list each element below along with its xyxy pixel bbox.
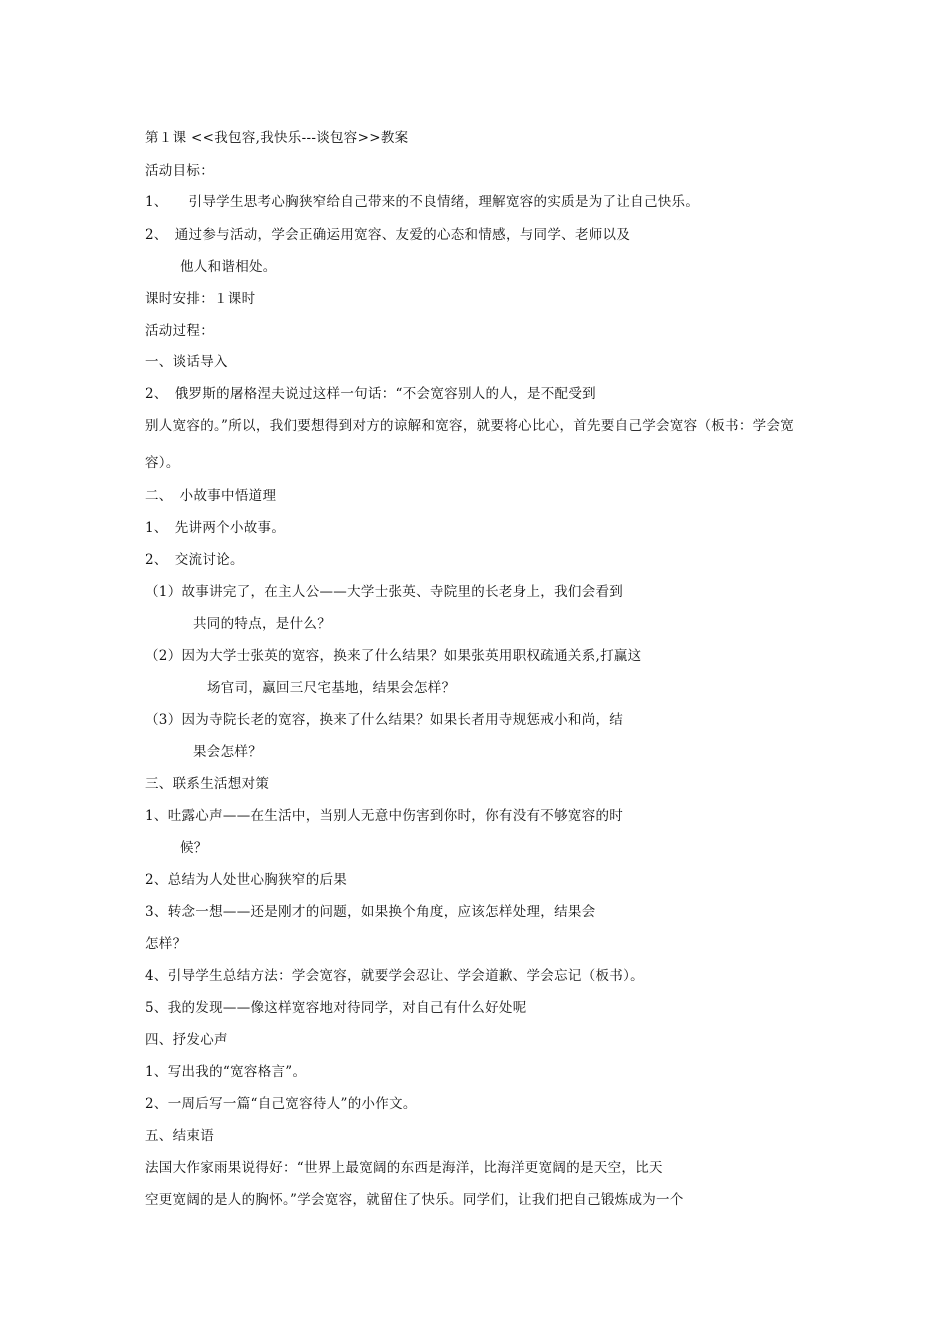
document-title: 第１课 <<我包容,我快乐---谈包容>>教案 [145, 130, 409, 146]
section-heading: 五、结束语 [145, 1128, 214, 1144]
text-line: （1）故事讲完了，在主人公——大学士张英、寺院里的长老身上，我们会看到 [145, 584, 624, 600]
text-line: 4、引导学生总结方法：学会宽容，就要学会忍让、学会道歉、学会忘记（板书）。 [145, 968, 644, 984]
text-line: 2、 交流讨论。 [145, 552, 244, 568]
section-heading: 三、联系生活想对策 [145, 776, 270, 792]
text-line: 他人和谐相处。 [180, 259, 277, 275]
text-line: 2、 通过参与活动，学会正确运用宽容、友爱的心态和情感，与同学、老师以及 [145, 227, 631, 243]
text-line: 怎样？ [145, 936, 187, 952]
text-line: 法国大作家雨果说得好：“世界上最宽阔的东西是海洋，比海洋更宽阔的是天空，比天 [145, 1160, 663, 1176]
section-heading: 二、 小故事中悟道理 [145, 488, 277, 504]
text-line: 容）。 [145, 455, 180, 471]
text-line: （3）因为寺院长老的宽容，换来了什么结果？如果长者用寺规惩戒小和尚，结 [145, 712, 624, 728]
text-line: 2、总结为人处世心胸狭窄的后果 [145, 872, 348, 888]
text-line: 2、一周后写一篇“自己宽容待人”的小作文。 [145, 1096, 417, 1112]
section-heading: 一、谈话导入 [145, 354, 228, 370]
text-line: 果会怎样？ [193, 744, 262, 760]
text-line: 3、转念一想——还是刚才的问题，如果换个角度，应该怎样处理，结果会 [145, 904, 596, 920]
text-line: 课时安排：１课时 [145, 291, 256, 307]
text-line: 空更宽阔的是人的胸怀。”学会宽容，就留住了快乐。同学们，让我们把自己锻炼成为一个 [145, 1192, 684, 1208]
section-heading: 四、抒发心声 [145, 1032, 228, 1048]
text-line: 2、 俄罗斯的屠格涅夫说过这样一句话：“不会宽容别人的人，是不配受到 [145, 386, 596, 402]
text-line: 场官司，赢回三尺宅基地，结果会怎样？ [207, 680, 456, 696]
text-line: 1、 引导学生思考心胸狭窄给自己带来的不良情绪，理解宽容的实质是为了让自己快乐。 [145, 194, 700, 210]
text-line: 活动目标： [145, 163, 214, 179]
text-line: （2）因为大学士张英的宽容，换来了什么结果？如果张英用职权疏通关系,打赢这 [145, 648, 642, 664]
text-line: 活动过程： [145, 323, 214, 339]
text-line: 共同的特点，是什么？ [193, 616, 331, 632]
text-line: 5、我的发现——像这样宽容地对待同学，对自己有什么好处呢 [145, 1000, 527, 1016]
text-line: 1、写出我的“宽容格言”。 [145, 1064, 307, 1080]
text-line: 别人宽容的。”所以，我们要想得到对方的谅解和宽容，就要将心比心，首先要自己学会宽容（板书：学会宽 [145, 418, 795, 434]
text-line: 候？ [180, 840, 208, 856]
text-line: 1、 先讲两个小故事。 [145, 520, 286, 536]
text-line: 1、吐露心声——在生活中，当别人无意中伤害到你时，你有没有不够宽容的时 [145, 808, 624, 824]
